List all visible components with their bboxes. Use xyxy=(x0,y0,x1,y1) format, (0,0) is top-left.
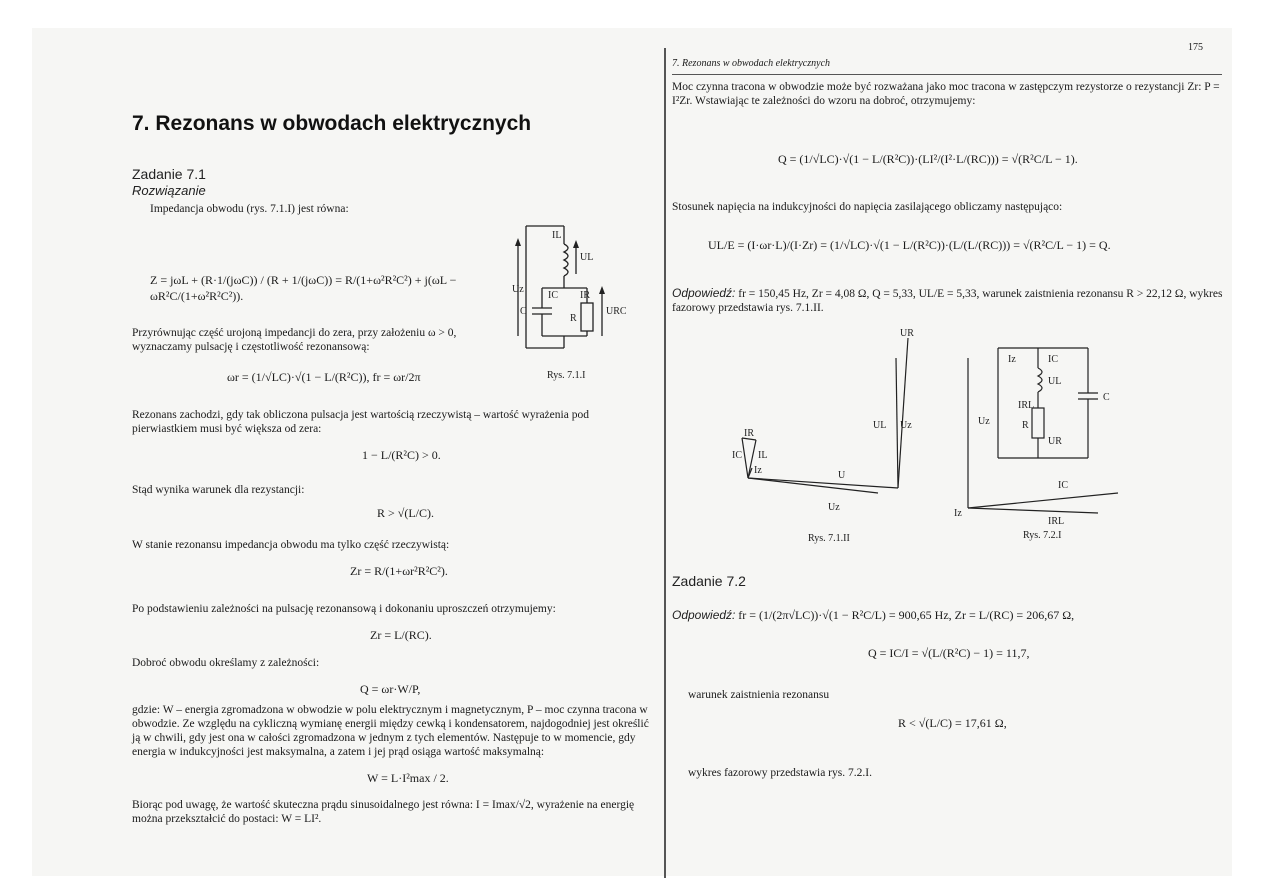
equation-impedance: Z = jωL + (R·1/(jωC)) / (R + 1/(jωC)) = R/(1+ω²R²C²) + j(ωL − ωR²C/(1+ω²R²C²)). xyxy=(150,273,457,303)
paragraph-follows: Stąd wynika warunek dla rezystancji: xyxy=(132,484,305,496)
phasor-label-uz-small: Iz xyxy=(754,465,762,476)
equation-resonance: ωr = (1/√LC)·√(1 − L/(R²C)), fr = ωr/2π xyxy=(227,370,421,384)
circuit-figure-7-1-I xyxy=(512,208,632,358)
running-header: 7. Rezonans w obwodach elektrycznych xyxy=(672,58,831,69)
paragraph-where: gdzie: W – energia zgromadzona w obwodzie w polu elektrycznym i magnetycznym, P – moc czynna tracona w obwodzie. Ze względu na cykliczną wymianę energii między cewką i kondensatorem, najdogodniej jest określić ją w chwili, gdy jest ona w całości zgromadzona w jednym z tych elementów. Następuje to w momencie, gdy energia w indukcyjności jest maksymalna, a zatem i jej prąd osiąga wartość maksymalną: xyxy=(132,704,649,758)
task-heading-7-2: Zadanie 7.2 xyxy=(672,573,746,589)
equation-condition: 1 − L/(R²C) > 0. xyxy=(362,448,441,462)
paragraph-imag-part: Przyrównując część urojoną impedancji do zera, przy założeniu ω > 0, wyznaczamy pulsację i częstotliwość rezonansową: xyxy=(132,327,457,353)
answer-7-2 xyxy=(672,608,1074,623)
equation-ratio: UL/E = (I·ωr·L)/(I·Zr) = (1/√LC)·√(1 − L/(R²C))·(L/(L/(RC))) = √(R²C/L − 1) = Q. xyxy=(708,238,1111,252)
left-page xyxy=(32,28,664,876)
equation-q2: Q = IC/I = √(L/(R²C) − 1) = 11,7, xyxy=(868,646,1030,660)
paragraph-substitution: Po podstawieniu zależności na pulsację rezonansową i dokonaniu uproszczeń otrzymujemy: xyxy=(132,603,556,615)
answer-label: Odpowiedź: xyxy=(672,286,736,300)
figure-caption-7-1-I: Rys. 7.1.I xyxy=(547,370,586,381)
fig72-label-irl-phasor: IRL xyxy=(1048,516,1065,527)
fig72-label-iz: Iz xyxy=(1008,354,1016,365)
chapter-title: 7. Rezonans w obwodach elektrycznych xyxy=(132,112,532,135)
scanned-book-spread xyxy=(32,28,1232,876)
phasor-label-ic: IC xyxy=(732,450,742,461)
figure-caption-7-2-I: Rys. 7.2.I xyxy=(1023,530,1062,541)
paragraph-real-part: W stanie rezonansu impedancja obwodu ma tylko część rzeczywistą: xyxy=(132,539,450,551)
paragraph-rms: Biorąc pod uwagę, że wartość skuteczna prądu sinusoidalnego jest równa: I = Imax/√2, wyrażenie na energię można przekształcić do postaci: W = LI². xyxy=(132,799,635,825)
fig72-label-ur: UR xyxy=(1048,436,1062,447)
label-ic: IC xyxy=(548,290,558,301)
page-number: 175 xyxy=(1188,42,1203,53)
label-c: C xyxy=(520,306,527,317)
fig72-label-ic-phasor: IC xyxy=(1058,480,1068,491)
phasor-label-ul: UL xyxy=(873,420,887,431)
equation-q: Q = ωr·W/P, xyxy=(360,682,421,696)
fig72-label-c: C xyxy=(1103,392,1110,403)
paragraph-condition2: warunek zaistnienia rezonansu xyxy=(688,689,830,701)
equation-zr: Zr = R/(1+ωr²R²C²). xyxy=(350,564,448,578)
label-uz: Uz xyxy=(512,284,524,295)
label-ir: IR xyxy=(580,290,590,301)
paragraph-condition: Rezonans zachodzi, gdy tak obliczona pulsacja jest wartością rzeczywistą – wartość wyrażenia pod pierwiastkiem musi być większa od zera: xyxy=(132,409,589,435)
fig72-label-irl: IRL xyxy=(1018,400,1035,411)
header-rule xyxy=(672,74,1222,75)
equation-zr-simple: Zr = L/(RC). xyxy=(370,628,432,642)
right-page xyxy=(668,28,1232,876)
paragraph-voltage: Stosunek napięcia na indukcyjności do napięcia zasilającego obliczamy następująco: xyxy=(672,201,1063,213)
fig72-label-ic: IC xyxy=(1048,354,1058,365)
equation-r-condition: R > √(L/C). xyxy=(377,506,435,520)
phasor-label-u: U xyxy=(838,470,846,481)
equation-r2: R < √(L/C) = 17,61 Ω, xyxy=(898,716,1007,730)
label-urc: URC xyxy=(606,306,627,317)
phasor-label-uz: Uz xyxy=(900,420,912,431)
book-spine xyxy=(664,48,666,878)
figure-caption-7-1-II: Rys. 7.1.II xyxy=(808,533,850,544)
paragraph-power: Moc czynna tracona w obwodzie może być rozważana jako moc tracona w zastępczym rezystorze o rezystancji Zr: P = I²Zr. Wstawiając te zależności do wzoru na dobroć, otrzymujemy: xyxy=(672,81,1220,107)
paragraph-phasor2: wykres fazorowy przedstawia rys. 7.2.I. xyxy=(688,767,872,779)
phasor-label-ir: IR xyxy=(744,428,754,439)
equation-answer2: fr = (1/(2π√LC))·√(1 − R²C/L) = 900,65 Hz, Zr = L/(RC) = 206,67 Ω, xyxy=(738,608,1075,622)
paragraph-intro: Impedancja obwodu (rys. 7.1.I) jest równa: xyxy=(150,203,349,215)
phasor-label-uzs: Uz xyxy=(828,502,840,513)
paragraph-quality: Dobroć obwodu określamy z zależności: xyxy=(132,657,320,669)
phasor-label-il: IL xyxy=(758,450,768,461)
answer-7-1 xyxy=(672,286,1227,315)
solution-label: Rozwiązanie xyxy=(132,183,206,198)
label-il: IL xyxy=(552,230,562,241)
label-ul: UL xyxy=(580,252,594,263)
equation-q-full: Q = (1/√LC)·√(1 − L/(R²C))·(LI²/(I²·L/(RC))) = √(R²C/L − 1). xyxy=(778,152,1078,166)
label-r: R xyxy=(570,313,577,324)
task-heading-7-1: Zadanie 7.1 xyxy=(132,166,206,182)
fig72-label-uz: Uz xyxy=(978,416,990,427)
fig72-label-ul: UL xyxy=(1048,376,1062,387)
answer2-label: Odpowiedź: xyxy=(672,608,736,622)
fig72-label-iz-phasor: Iz xyxy=(954,508,962,519)
fig72-label-r: R xyxy=(1022,420,1029,431)
answer-text: fr = 150,45 Hz, Zr = 4,08 Ω, Q = 5,33, UL/E = 5,33, warunek zaistnienia rezonansu R > 22,12 Ω, wykres fazorowy przedstawia rys. 7.1.II. xyxy=(672,288,1223,314)
phasor-diagram-7-1-II xyxy=(718,328,938,528)
equation-w: W = L·I²max / 2. xyxy=(367,771,449,785)
circuit-figure-7-2-I xyxy=(948,328,1168,528)
phasor-label-ur: UR xyxy=(900,328,914,339)
